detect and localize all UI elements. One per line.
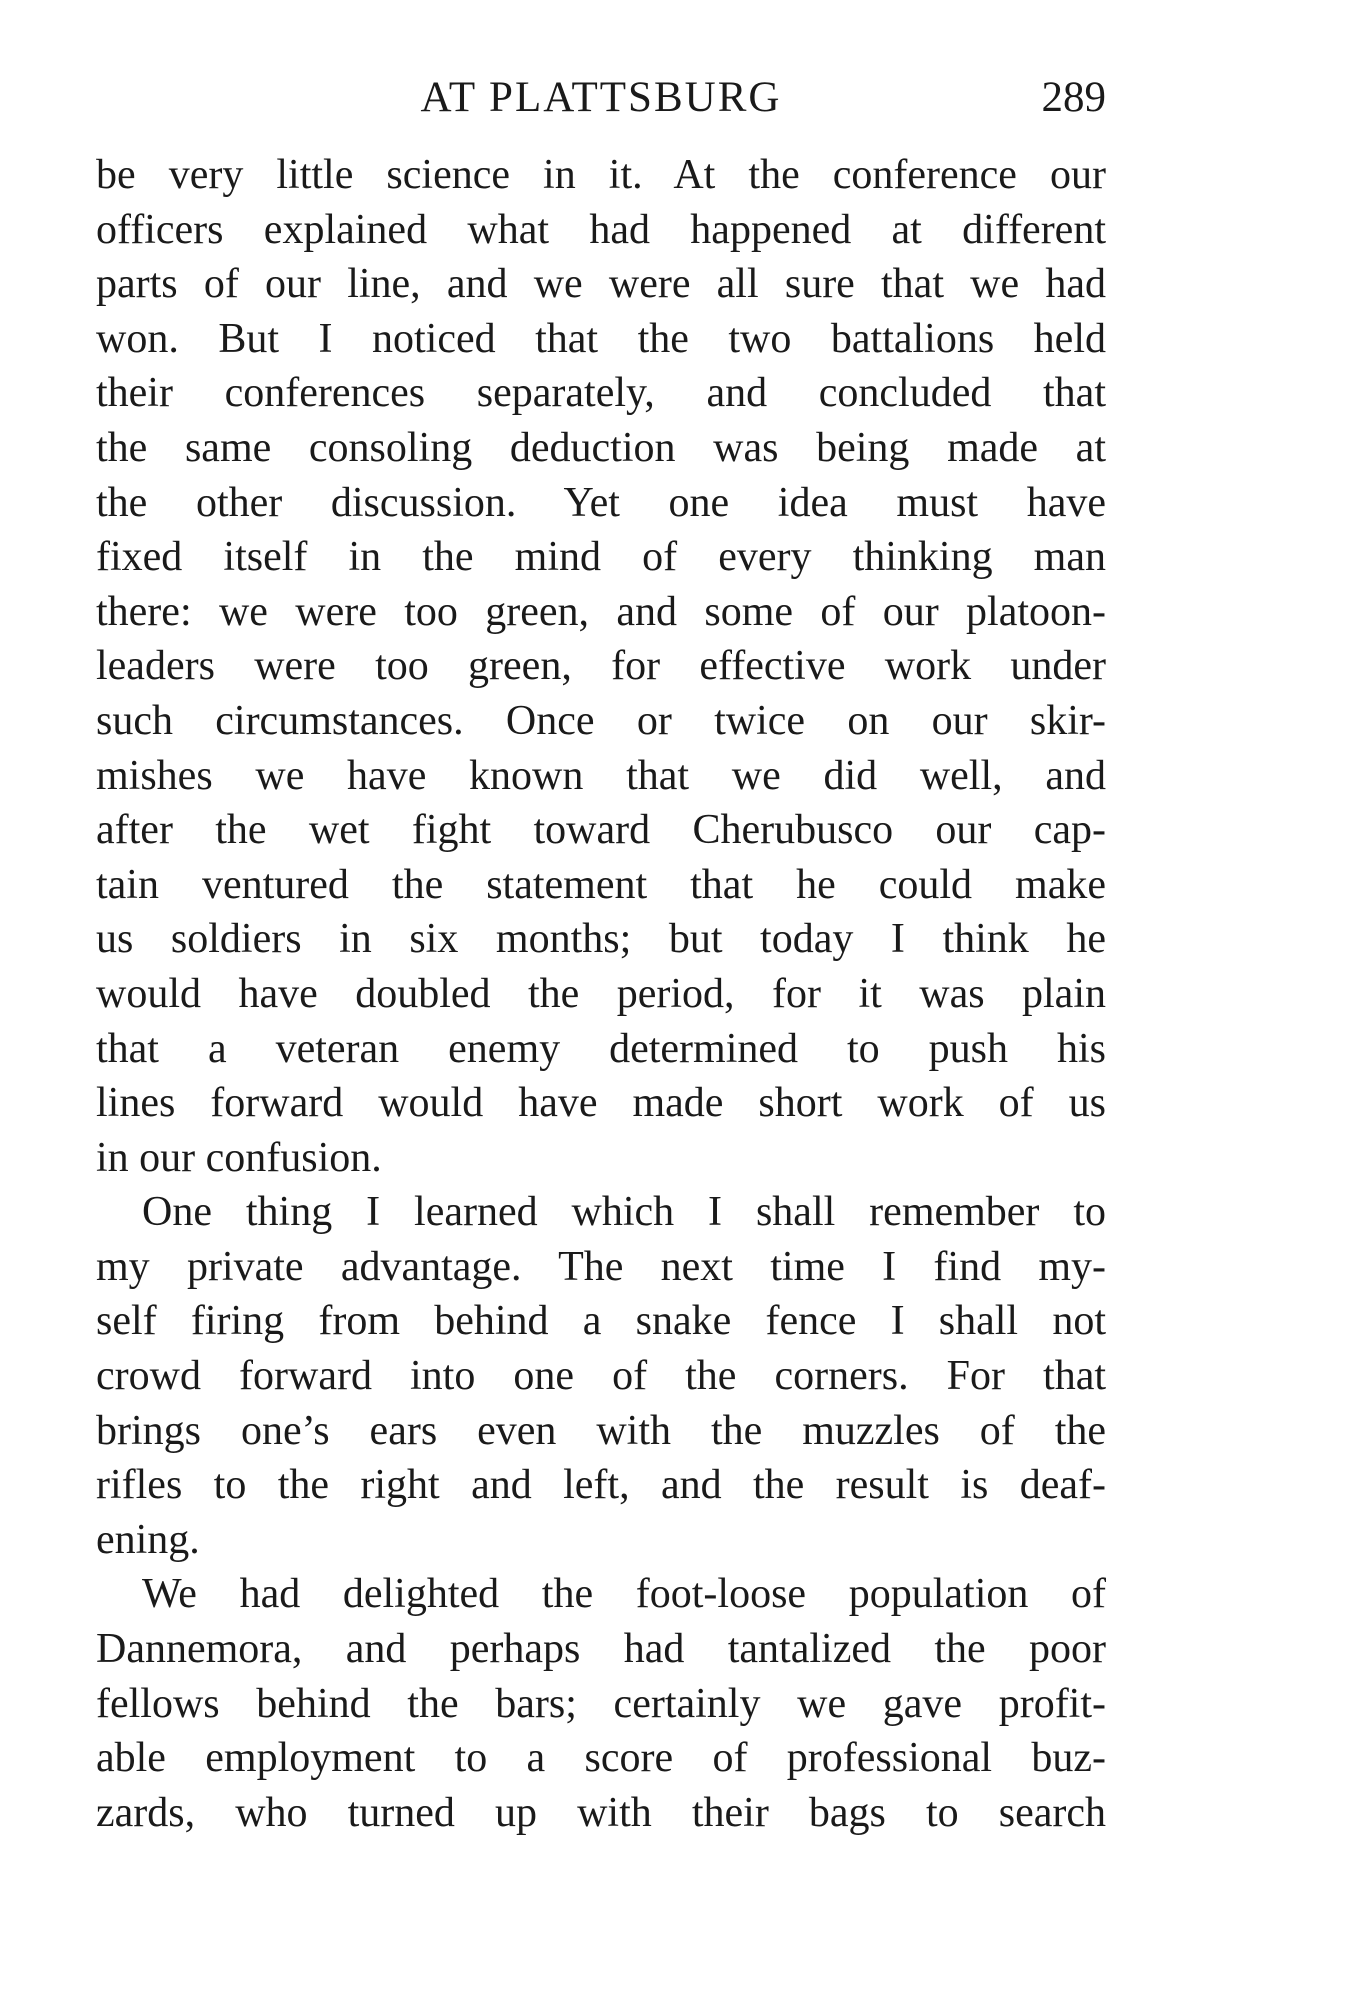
text-line: would have doubled the period, for it was plain: [96, 970, 1106, 1017]
text-line: ening.: [96, 1516, 200, 1563]
text-line: Dannemora, and perhaps had tantalized the poor: [96, 1626, 1106, 1673]
text-line: brings one’s ears even with the muzzles of the: [96, 1407, 1106, 1454]
text-line: zards, who turned up with their bags to search: [96, 1789, 1106, 1836]
text-line: such circumstances. Once or twice on our skir-: [96, 697, 1106, 744]
text-line: We had delighted the foot-loose population of: [142, 1571, 1106, 1618]
text-line: won. But I noticed that the two battalions held: [96, 315, 1106, 362]
text-line: there: we were too green, and some of our platoon-: [96, 588, 1106, 635]
text-line: able employment to a score of professional buz-: [96, 1735, 1106, 1782]
text-line: fixed itself in the mind of every thinking man: [96, 534, 1106, 581]
text-line: that a veteran enemy determined to push his: [96, 1025, 1106, 1072]
text-line: the other discussion. Yet one idea must have: [96, 479, 1106, 526]
text-line: parts of our line, and we were all sure that we had: [96, 261, 1106, 308]
paragraph: [96, 148, 1106, 1185]
text-line: fellows behind the bars; certainly we gave profit-: [96, 1680, 1106, 1727]
text-line: tain ventured the statement that he could make: [96, 861, 1106, 908]
text-line: officers explained what had happened at different: [96, 206, 1106, 253]
running-head: [96, 68, 1106, 128]
body-text: [96, 148, 1106, 1840]
text-line: after the wet fight toward Cherubusco our cap-: [96, 807, 1106, 854]
text-line: the same consoling deduction was being made at: [96, 424, 1106, 471]
text-line: be very little science in it. At the conference our: [96, 152, 1106, 198]
text-line: One thing I learned which I shall remember to: [142, 1189, 1106, 1236]
text-line: rifles to the right and left, and the result is deaf-: [96, 1462, 1106, 1509]
text-line: in our confusion.: [96, 1134, 382, 1181]
text-line: crowd forward into one of the corners. For that: [96, 1353, 1106, 1400]
paragraph: [96, 1567, 1106, 1840]
page-number: 289: [1041, 74, 1106, 121]
text-line: mishes we have known that we did well, and: [96, 752, 1106, 799]
text-line: leaders were too green, for effective work under: [96, 643, 1106, 690]
text-line: their conferences separately, and concluded that: [96, 370, 1106, 417]
text-line: lines forward would have made short work of us: [96, 1080, 1106, 1127]
text-line: self firing from behind a snake fence I shall not: [96, 1298, 1106, 1345]
running-title: AT PLATTSBURG: [420, 74, 782, 121]
text-line: us soldiers in six months; but today I think he: [96, 916, 1106, 963]
paragraph: [96, 1185, 1106, 1567]
text-line: my private advantage. The next time I find my-: [96, 1243, 1106, 1290]
